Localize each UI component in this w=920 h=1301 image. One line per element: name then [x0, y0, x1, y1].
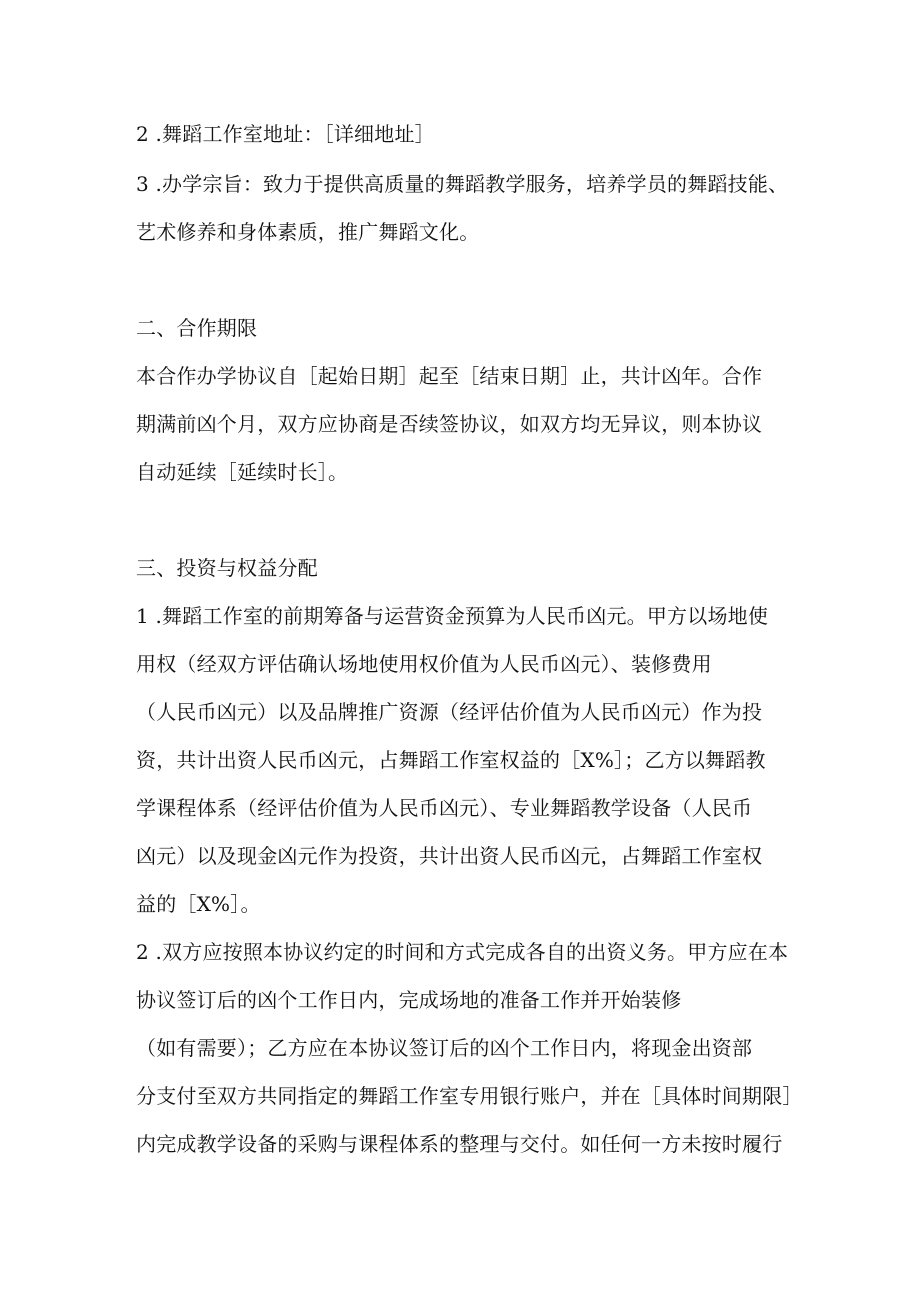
item-2-address: 2 .舞蹈工作室地址：［详细地址］: [136, 122, 435, 146]
section-2-heading: 二、合作期限: [136, 316, 258, 340]
section-3-item-2-line-3: （如有需要）；乙方应在本协议签订后的凶个工作日内，将现金出资部: [136, 1036, 753, 1060]
section-3-item-2-line-5: 内完成教学设备的采购与课程体系的整理与交付。如任何一方未按时履行: [136, 1132, 783, 1156]
section-2-line-2: 期满前凶个月，双方应协商是否续签协议，如双方均无异议，则本协议: [136, 412, 763, 436]
section-3-item-1-line-3: （人民币凶元）以及品牌推广资源（经评估价值为人民币凶元）作为投: [136, 700, 763, 724]
section-3-item-2-line-2: 协议签订后的凶个工作日内，完成场地的准备工作并开始装修: [136, 988, 682, 1012]
item-3-purpose-line-1: 3 .办学宗旨：致力于提供高质量的舞蹈教学服务，培养学员的舞蹈技能、: [136, 172, 789, 196]
section-3-item-1-line-7: 益的［X%］。: [136, 892, 261, 916]
section-3-item-2-line-4: 分支付至双方共同指定的舞蹈工作室专用银行账户，并在［具体时间期限］: [136, 1084, 803, 1108]
section-3-heading: 三、投资与权益分配: [136, 556, 318, 580]
section-2-line-3: 自动延续［延续时长］。: [136, 460, 349, 484]
section-3-item-2-line-1: 2 .双方应按照本协议约定的时间和方式完成各自的出资义务。甲方应在本: [136, 940, 789, 964]
section-3-item-1-line-5: 学课程体系（经评估价值为人民币凶元）、专业舞蹈教学设备（人民币: [136, 796, 753, 820]
item-3-purpose-line-2: 艺术修养和身体素质，推广舞蹈文化。: [136, 220, 480, 244]
section-3-item-1-line-6: 凶元）以及现金凶元作为投资，共计出资人民币凶元，占舞蹈工作室权: [136, 844, 763, 868]
section-3-item-1-line-4: 资，共计出资人民币凶元，占舞蹈工作室权益的［X%］；乙方以舞蹈教: [136, 748, 766, 772]
section-3-item-1-line-2: 用权（经双方评估确认场地使用权价值为人民币凶元）、装修费用: [136, 652, 712, 676]
section-3-item-1-line-1: 1 .舞蹈工作室的前期筹备与运营资金预算为人民币凶元。甲方以场地使: [136, 604, 769, 628]
section-2-line-1: 本合作办学协议自［起始日期］起至［结束日期］止，共计凶年。合作: [136, 364, 763, 388]
